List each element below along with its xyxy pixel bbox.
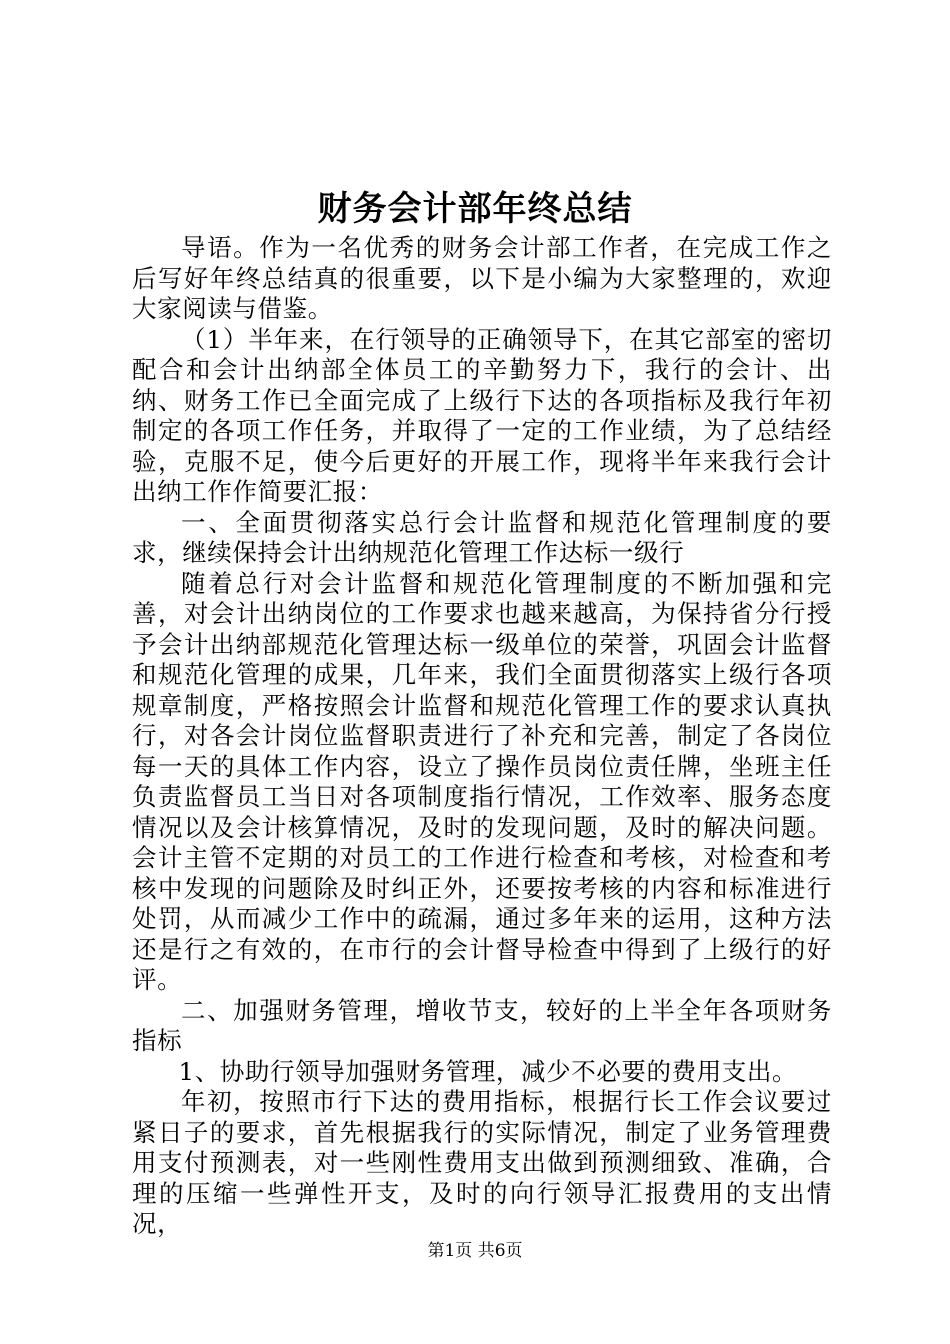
sub-item-paragraph: 1、协助行领导加强财务管理，减少不必要的费用支出。 (178, 1056, 798, 1086)
document-body (132, 233, 832, 1240)
document-title: 财务会计部年终总结 (317, 189, 633, 229)
body-paragraph: 随着总行对会计监督和规范化管理制度的不断加强和完善，对会计出纳岗位的工作要求也越来越高，为保持省分行授予会计出纳部规范化管理达标一级单位的荣誉，巩固会计监督和规范化管理的成果，几年来，我们全面贯彻落实上级行各项规章制度，严格按照会计监督和规范化管理工作的要求认真执行，对各会计岗位监督职责进行了补充和完善，制定了各岗位每一天的具体工作内容，设立了操作员岗位责任牌，坐班主任负责监督员工当日对各项制度指行情况，工作效率、服务态度情况以及会计核算情况，及时的发现问题，及时的解决问题。会计主管不定期的对员工的工作进行检查和考核，对检查和考核中发现的问题除及时纠正外，还要按考核的内容和标准进行处罚，从而减少工作中的疏漏，通过多年来的运用，这种方法还是行之有效的，在市行的会计督导检查中得到了上级行的好评。 (132, 568, 832, 994)
page-footer: 第1页 共6页 (427, 1241, 523, 1261)
section-heading: 二、加强财务管理，增收节支，较好的上半全年各项财务指标 (132, 995, 832, 1055)
section-heading: 一、全面贯彻落实总行会计监督和规范化管理制度的要求，继续保持会计出纳规范化管理工作达标一级行 (132, 507, 832, 567)
body-paragraph: （1）半年来，在行领导的正确领导下，在其它部室的密切配合和会计出纳部全体员工的辛勤努力下，我行的会计、出纳、财务工作已全面完成了上级行下达的各项指标及我行年初制定的各项工作任务，并取得了一定的工作业绩，为了总结经验，克服不足，使今后更好的开展工作，现将半年来我行会计出纳工作作简要汇报： (132, 324, 832, 506)
body-paragraph: 年初，按照市行下达的费用指标，根据行长工作会议要过紧日子的要求，首先根据我行的实际情况，制定了业务管理费用支付预测表，对一些刚性费用支出做到预测细致、准确，合理的压缩一些弹性开支，及时的向行领导汇报费用的支出情况， (132, 1087, 832, 1238)
intro-paragraph: 导语。作为一名优秀的财务会计部工作者，在完成工作之后写好年终总结真的很重要，以下是小编为大家整理的，欢迎大家阅读与借鉴。 (132, 233, 832, 323)
